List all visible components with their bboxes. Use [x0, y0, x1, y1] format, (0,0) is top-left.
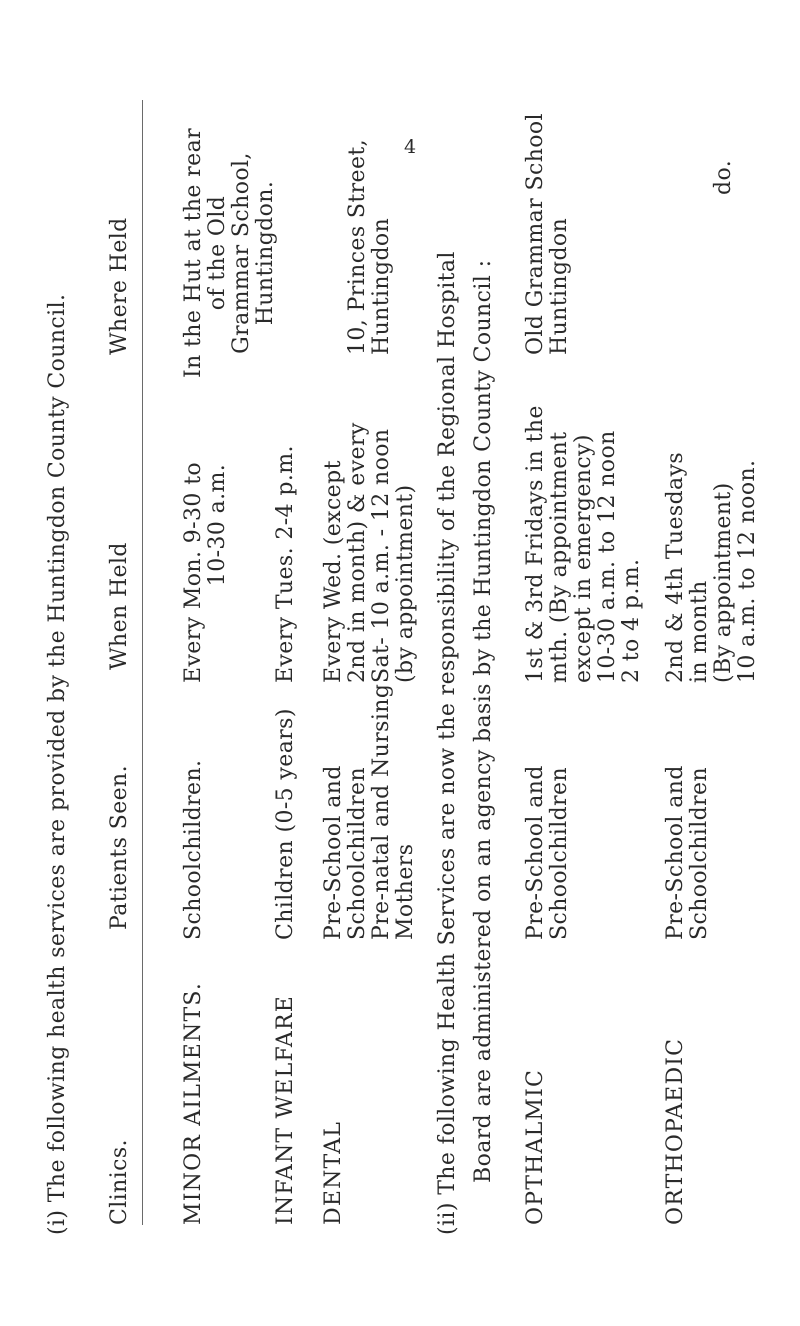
patients-dental-line-2: Schoolchildren: [345, 766, 370, 940]
when-dental-line-2: 2nd in month) & every: [345, 422, 370, 683]
where-orthopaedic: do.: [711, 159, 736, 195]
page-number: 4: [404, 136, 417, 158]
when-dental-line-3: Sat- 10 a.m. - 12 noon: [369, 428, 394, 683]
where-opthalmic-line-1: Old Grammar School: [523, 113, 548, 355]
section-i-intro: (i) The following health services are provided by the Huntingdon County Council.: [45, 293, 70, 1235]
where-dental-line-1: 10, Princes Street,: [345, 138, 370, 355]
when-opthalmic-line-2: mth. (By appointment: [547, 431, 572, 683]
when-dental-line-1: Every Wed. (except: [321, 460, 346, 683]
patients-dental-line-4: Mothers: [393, 843, 418, 940]
when-opthalmic-line-4: 10-30 a.m. to 12 noon: [595, 430, 620, 683]
header-when-held: When Held: [107, 542, 132, 670]
when-opthalmic-line-5: 2 to 4 p.m.: [619, 558, 644, 683]
when-minor-ailments-line-2: 10-30 a.m.: [205, 463, 230, 587]
where-minor-ailments-line-3: Grammar School,: [229, 152, 254, 354]
when-opthalmic-line-1: 1st & 3rd Fridays in the: [523, 405, 548, 683]
clinic-minor-ailments: MINOR AILMENTS.: [181, 981, 206, 1225]
when-opthalmic-line-3: except in emergency): [571, 434, 596, 683]
patients-minor-ailments: Schoolchildren.: [181, 759, 206, 940]
header-where-held: Where Held: [107, 217, 132, 355]
header-clinics: Clinics.: [107, 1139, 132, 1225]
clinic-opthalmic: OPTHALMIC: [523, 1068, 548, 1225]
patients-infant-welfare: Children (0-5 years): [273, 708, 298, 940]
clinic-orthopaedic: ORTHOPAEDIC: [663, 1037, 688, 1225]
patients-dental-line-1: Pre-School and: [321, 765, 346, 940]
when-minor-ailments-line-1: Every Mon. 9-30 to: [181, 461, 206, 683]
clinic-dental: DENTAL: [321, 1120, 346, 1225]
header-rule: [142, 100, 143, 1225]
when-infant-welfare: Every Tues. 2-4 p.m.: [273, 445, 298, 683]
when-orthopaedic-line-2: in month: [687, 580, 712, 683]
when-orthopaedic-line-4: 10 a.m. to 12 noon.: [735, 459, 760, 683]
where-minor-ailments-line-4: Huntingdon.: [253, 180, 278, 326]
section-ii-intro-line-1: (ii) The following Health Services are now the responsibility of the Regional Hospital: [435, 251, 460, 1235]
when-orthopaedic-line-3: (By appointment): [711, 482, 736, 683]
where-minor-ailments-line-2: of the Old: [205, 195, 230, 311]
when-orthopaedic-line-1: 2nd & 4th Tuesdays: [663, 451, 688, 683]
where-minor-ailments-line-1: In the Hut at the rear: [181, 127, 206, 379]
header-patients-seen: Patients Seen.: [107, 765, 132, 930]
where-dental-line-2: Huntingdon: [369, 217, 394, 355]
when-dental-line-4: (by appointment): [393, 484, 418, 683]
where-opthalmic-line-2: Huntingdon: [547, 217, 572, 355]
patients-orthopaedic-line-1: Pre-School and: [663, 765, 688, 940]
patients-opthalmic-line-2: Schoolchildren: [547, 766, 572, 940]
patients-opthalmic-line-1: Pre-School and: [523, 765, 548, 940]
patients-orthopaedic-line-2: Schoolchildren: [687, 766, 712, 940]
section-ii-intro-line-2: Board are administered on an agency basis by the Huntingdon County Council :: [471, 259, 496, 1183]
patients-dental-line-3: Pre-natal and Nursing: [369, 683, 394, 940]
rotated-document-content: [12, 85, 772, 1235]
clinic-infant-welfare: INFANT WELFARE: [273, 994, 298, 1225]
